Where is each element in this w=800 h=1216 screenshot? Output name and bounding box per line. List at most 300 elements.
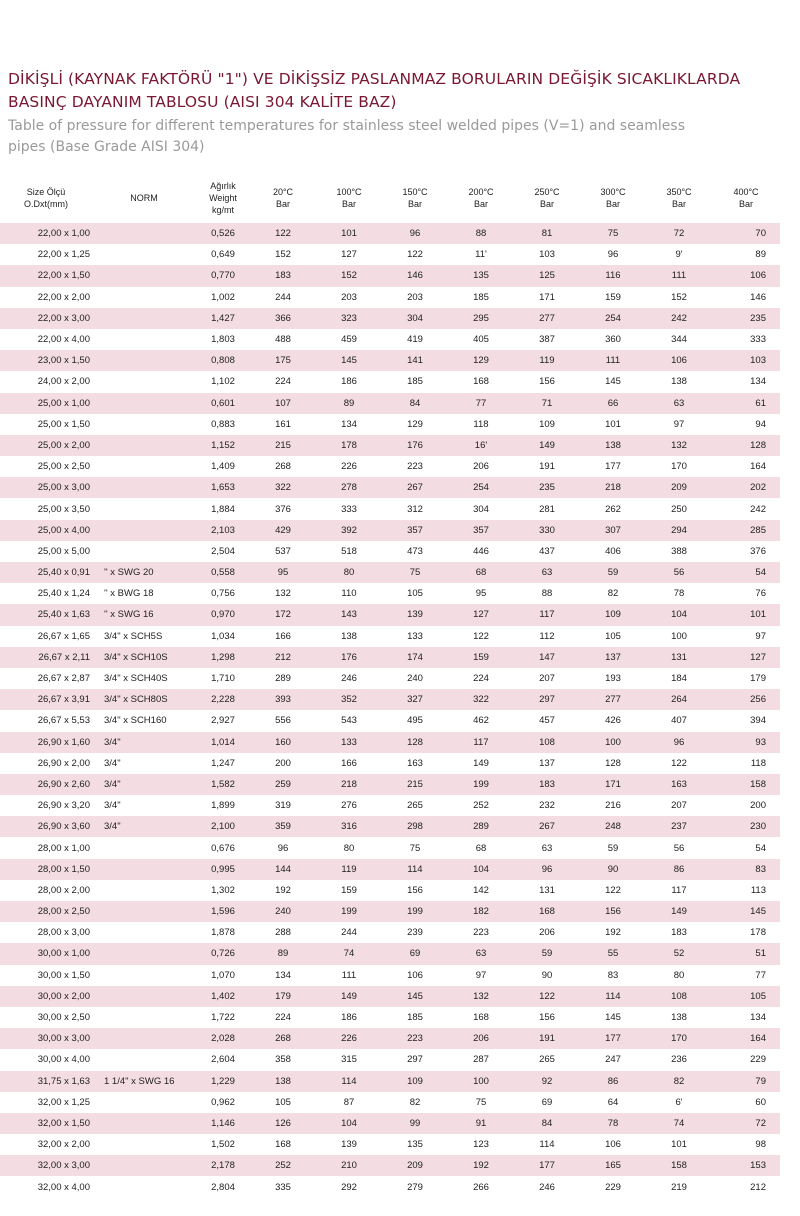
cell-pressure: 146 bbox=[750, 291, 766, 303]
table-row bbox=[0, 647, 780, 668]
cell-pressure: 186 bbox=[341, 376, 357, 388]
header-temp-label: 100°C bbox=[336, 187, 362, 197]
cell-pressure: 376 bbox=[275, 503, 291, 515]
table-row bbox=[0, 837, 780, 858]
cell-pressure: 52 bbox=[646, 943, 712, 964]
cell-pressure: 138 bbox=[671, 1012, 687, 1024]
cell-norm bbox=[92, 371, 196, 392]
cell-pressure: 122 bbox=[605, 884, 621, 896]
cell-pressure: 168 bbox=[473, 1012, 489, 1024]
cell-pressure: 105 bbox=[712, 986, 780, 1007]
cell-pressure: 147 bbox=[514, 647, 580, 668]
table-row bbox=[0, 477, 780, 498]
cell-norm bbox=[92, 1007, 196, 1028]
cell-pressure: 133 bbox=[407, 630, 423, 642]
cell-pressure: 250 bbox=[671, 503, 687, 515]
cell-norm bbox=[92, 1176, 196, 1197]
cell-pressure: 176 bbox=[316, 647, 382, 668]
cell-pressure: 149 bbox=[514, 435, 580, 456]
cell-pressure: 407 bbox=[671, 715, 687, 727]
cell-size: 28,00 x 1,00 bbox=[37, 842, 90, 854]
table-row bbox=[0, 1092, 780, 1113]
cell-norm bbox=[92, 329, 196, 350]
cell-pressure: 77 bbox=[448, 393, 514, 414]
cell-pressure: 159 bbox=[605, 291, 621, 303]
cell-pressure: 177 bbox=[580, 1028, 646, 1049]
cell-norm: 1 1/4" x SWG 16 bbox=[92, 1071, 196, 1092]
cell-pressure: 543 bbox=[341, 715, 357, 727]
cell-pressure: 218 bbox=[580, 477, 646, 498]
cell-norm: 3/4" x SCH40S bbox=[104, 673, 168, 685]
cell-size: 28,00 x 3,00 bbox=[37, 927, 90, 939]
cell-pressure: 137 bbox=[580, 647, 646, 668]
table-row bbox=[0, 371, 780, 392]
cell-pressure: 101 bbox=[712, 604, 780, 625]
cell-pressure: 145 bbox=[605, 376, 621, 388]
cell-pressure: 459 bbox=[341, 334, 357, 346]
cell-pressure: 99 bbox=[382, 1113, 448, 1134]
cell-pressure: 138 bbox=[671, 376, 687, 388]
cell-pressure: 94 bbox=[755, 418, 766, 430]
cell-size: 32,00 x 2,00 bbox=[37, 1139, 90, 1151]
cell-weight: 0,970 bbox=[196, 604, 250, 625]
cell-pressure: 281 bbox=[539, 503, 555, 515]
cell-pressure: 159 bbox=[341, 884, 357, 896]
cell-pressure: 207 bbox=[671, 800, 687, 812]
cell-pressure: 288 bbox=[275, 927, 291, 939]
table-row bbox=[0, 901, 780, 922]
cell-size: 28,00 x 2,00 bbox=[37, 884, 90, 896]
cell-pressure: 122 bbox=[514, 986, 580, 1007]
cell-size: 32,00 x 1,50 bbox=[0, 1113, 92, 1134]
table-row bbox=[0, 689, 780, 710]
table-row bbox=[0, 1071, 780, 1092]
cell-pressure: 264 bbox=[646, 689, 712, 710]
table-row bbox=[0, 1007, 780, 1028]
cell-pressure: 199 bbox=[316, 901, 382, 922]
cell-pressure: 252 bbox=[473, 800, 489, 812]
cell-pressure: 88 bbox=[448, 223, 514, 244]
cell-pressure: 100 bbox=[448, 1071, 514, 1092]
cell-pressure: 248 bbox=[580, 816, 646, 837]
header-temp-label: 350°C bbox=[666, 187, 692, 197]
table-row bbox=[0, 986, 780, 1007]
cell-pressure: 103 bbox=[712, 350, 780, 371]
cell-size: 25,00 x 1,50 bbox=[37, 418, 90, 430]
cell-pressure: 112 bbox=[539, 630, 555, 642]
header-temp-200 bbox=[448, 173, 514, 223]
cell-pressure: 226 bbox=[341, 461, 357, 473]
cell-pressure: 129 bbox=[448, 350, 514, 371]
cell-pressure: 145 bbox=[316, 350, 382, 371]
cell-pressure: 216 bbox=[605, 800, 621, 812]
cell-pressure: 179 bbox=[750, 673, 766, 685]
cell-pressure: 235 bbox=[514, 477, 580, 498]
cell-pressure: 156 bbox=[407, 884, 423, 896]
cell-pressure: 174 bbox=[382, 647, 448, 668]
cell-pressure: 206 bbox=[539, 927, 555, 939]
cell-pressure: 209 bbox=[382, 1155, 448, 1176]
cell-pressure: 277 bbox=[580, 689, 646, 710]
cell-weight: 2,178 bbox=[196, 1155, 250, 1176]
cell-pressure: 139 bbox=[341, 1139, 357, 1151]
cell-pressure: 327 bbox=[382, 689, 448, 710]
cell-pressure: 54 bbox=[712, 562, 780, 583]
table-row bbox=[0, 1134, 780, 1155]
cell-pressure: 191 bbox=[539, 461, 555, 473]
cell-norm bbox=[92, 520, 196, 541]
cell-pressure: 59 bbox=[514, 943, 580, 964]
cell-pressure: 223 bbox=[382, 1028, 448, 1049]
cell-pressure: 393 bbox=[250, 689, 316, 710]
cell-pressure: 75 bbox=[580, 223, 646, 244]
cell-pressure: 97 bbox=[673, 418, 685, 430]
cell-pressure: 218 bbox=[316, 774, 382, 795]
cell-size: 22,00 x 4,00 bbox=[37, 334, 90, 346]
cell-pressure: 152 bbox=[671, 291, 687, 303]
cell-pressure: 244 bbox=[341, 927, 357, 939]
cell-pressure: 117 bbox=[671, 884, 687, 896]
cell-pressure: 59 bbox=[580, 562, 646, 583]
cell-pressure: 56 bbox=[673, 842, 685, 854]
cell-pressure: 69 bbox=[382, 943, 448, 964]
header-temp-100 bbox=[316, 173, 382, 223]
cell-pressure: 16' bbox=[448, 435, 514, 456]
table-row bbox=[0, 287, 780, 308]
cell-pressure: 109 bbox=[382, 1071, 448, 1092]
header-temp-20 bbox=[250, 173, 316, 223]
cell-pressure: 105 bbox=[275, 1096, 291, 1108]
cell-size: 30,00 x 2,50 bbox=[37, 1012, 90, 1024]
cell-pressure: 236 bbox=[671, 1054, 687, 1066]
table-row bbox=[0, 604, 780, 625]
cell-pressure: 330 bbox=[514, 520, 580, 541]
header-temp-150 bbox=[382, 173, 448, 223]
cell-weight: 0,883 bbox=[211, 418, 235, 430]
cell-pressure: 215 bbox=[382, 774, 448, 795]
cell-pressure: 156 bbox=[539, 1012, 555, 1024]
cell-size: 30,00 x 1,00 bbox=[0, 943, 92, 964]
table-row bbox=[0, 308, 780, 329]
cell-size: 28,00 x 1,50 bbox=[0, 859, 92, 880]
cell-pressure: 145 bbox=[605, 1012, 621, 1024]
cell-pressure: 111 bbox=[341, 969, 357, 981]
table-row bbox=[0, 498, 780, 519]
cell-pressure: 170 bbox=[646, 1028, 712, 1049]
cell-pressure: 96 bbox=[382, 223, 448, 244]
cell-pressure: 75 bbox=[409, 842, 421, 854]
cell-pressure: 170 bbox=[671, 461, 687, 473]
cell-size: 26,67 x 5,53 bbox=[37, 715, 90, 727]
cell-pressure: 185 bbox=[473, 291, 489, 303]
header-temp-250 bbox=[514, 173, 580, 223]
title-english-line-2: pipes (Base Grade AISI 304) bbox=[8, 139, 205, 155]
header-norm-label: NORM bbox=[130, 193, 158, 203]
cell-size: 25,00 x 4,00 bbox=[0, 520, 92, 541]
cell-size: 26,67 x 1,65 bbox=[37, 630, 90, 642]
cell-pressure: 61 bbox=[712, 393, 780, 414]
cell-pressure: 96 bbox=[607, 249, 619, 261]
cell-norm bbox=[92, 901, 196, 922]
cell-pressure: 78 bbox=[580, 1113, 646, 1134]
cell-pressure: 143 bbox=[316, 604, 382, 625]
cell-pressure: 152 bbox=[275, 249, 291, 261]
cell-pressure: 111 bbox=[580, 350, 646, 371]
cell-norm bbox=[92, 922, 196, 943]
cell-pressure: 122 bbox=[407, 249, 423, 261]
cell-pressure: 358 bbox=[275, 1054, 291, 1066]
cell-pressure: 69 bbox=[541, 1096, 553, 1108]
cell-pressure: 268 bbox=[275, 461, 291, 473]
cell-pressure: 307 bbox=[580, 520, 646, 541]
cell-pressure: 199 bbox=[382, 901, 448, 922]
cell-size: 26,90 x 2,00 bbox=[37, 757, 90, 769]
cell-weight: 1,229 bbox=[196, 1071, 250, 1092]
cell-pressure: 206 bbox=[448, 1028, 514, 1049]
cell-pressure: 109 bbox=[539, 418, 555, 430]
cell-pressure: 158 bbox=[712, 774, 780, 795]
cell-pressure: 304 bbox=[473, 503, 489, 515]
cell-pressure: 122 bbox=[671, 757, 687, 769]
cell-pressure: 203 bbox=[407, 291, 423, 303]
cell-pressure: 206 bbox=[473, 461, 489, 473]
title-english bbox=[8, 116, 788, 158]
cell-pressure: 126 bbox=[250, 1113, 316, 1134]
cell-weight: 1,502 bbox=[211, 1139, 235, 1151]
cell-pressure: 92 bbox=[514, 1071, 580, 1092]
cell-size: 25,00 x 3,50 bbox=[37, 503, 90, 515]
cell-pressure: 262 bbox=[605, 503, 621, 515]
cell-pressure: 60 bbox=[755, 1096, 766, 1108]
cell-pressure: 133 bbox=[316, 732, 382, 753]
cell-norm: 3/4" bbox=[104, 757, 121, 769]
cell-pressure: 177 bbox=[514, 1155, 580, 1176]
cell-pressure: 149 bbox=[646, 901, 712, 922]
cell-pressure: 182 bbox=[448, 901, 514, 922]
cell-pressure: 229 bbox=[605, 1181, 621, 1193]
cell-size: 26,67 x 2,87 bbox=[37, 673, 90, 685]
cell-norm bbox=[92, 393, 196, 414]
cell-pressure: 134 bbox=[341, 418, 357, 430]
cell-norm bbox=[92, 541, 196, 562]
cell-pressure: 138 bbox=[341, 630, 357, 642]
cell-pressure: 93 bbox=[712, 732, 780, 753]
cell-pressure: 495 bbox=[407, 715, 423, 727]
cell-pressure: 111 bbox=[646, 265, 712, 286]
table-row bbox=[0, 710, 780, 731]
cell-pressure: 359 bbox=[250, 816, 316, 837]
cell-pressure: 59 bbox=[607, 842, 619, 854]
cell-pressure: 254 bbox=[580, 308, 646, 329]
table-row bbox=[0, 265, 780, 286]
cell-pressure: 132 bbox=[275, 588, 291, 600]
cell-pressure: 72 bbox=[712, 1113, 780, 1134]
cell-pressure: 405 bbox=[473, 334, 489, 346]
cell-pressure: 279 bbox=[407, 1181, 423, 1193]
cell-weight: 0,558 bbox=[196, 562, 250, 583]
cell-size: 22,00 x 3,00 bbox=[0, 308, 92, 329]
cell-pressure: 119 bbox=[514, 350, 580, 371]
header-weight-line: Weight bbox=[209, 193, 237, 203]
cell-pressure: 101 bbox=[671, 1139, 687, 1151]
table-row bbox=[0, 456, 780, 477]
cell-size: 26,90 x 3,20 bbox=[37, 800, 90, 812]
cell-pressure: 278 bbox=[316, 477, 382, 498]
cell-weight: 1,402 bbox=[196, 986, 250, 1007]
header-unit-label: Bar bbox=[341, 199, 356, 209]
cell-pressure: 186 bbox=[341, 1012, 357, 1024]
cell-norm bbox=[92, 308, 196, 329]
cell-pressure: 63 bbox=[646, 393, 712, 414]
cell-pressure: 131 bbox=[646, 647, 712, 668]
cell-pressure: 244 bbox=[275, 291, 291, 303]
cell-pressure: 200 bbox=[275, 757, 291, 769]
cell-pressure: 193 bbox=[605, 673, 621, 685]
cell-pressure: 315 bbox=[341, 1054, 357, 1066]
table-row bbox=[0, 329, 780, 350]
cell-pressure: 457 bbox=[539, 715, 555, 727]
cell-norm: 3/4" bbox=[92, 816, 196, 837]
cell-norm: 3/4" x SCH10S bbox=[92, 647, 196, 668]
cell-weight: 1,427 bbox=[196, 308, 250, 329]
cell-pressure: 159 bbox=[448, 647, 514, 668]
cell-pressure: 135 bbox=[407, 1139, 423, 1151]
cell-size: 30,00 x 3,00 bbox=[0, 1028, 92, 1049]
cell-pressure: 145 bbox=[712, 901, 780, 922]
cell-weight: 1,878 bbox=[211, 927, 235, 939]
cell-norm bbox=[92, 1155, 196, 1176]
header-weight-line: kg/mt bbox=[211, 205, 234, 215]
cell-pressure: 119 bbox=[316, 859, 382, 880]
cell-pressure: 106 bbox=[407, 969, 423, 981]
cell-norm bbox=[92, 456, 196, 477]
header-unit-label: Bar bbox=[275, 199, 290, 209]
cell-pressure: 178 bbox=[750, 927, 766, 939]
cell-pressure: 319 bbox=[275, 800, 291, 812]
cell-pressure: 246 bbox=[539, 1181, 555, 1193]
cell-pressure: 344 bbox=[671, 334, 687, 346]
cell-pressure: 168 bbox=[473, 376, 489, 388]
cell-pressure: 108 bbox=[646, 986, 712, 1007]
cell-pressure: 175 bbox=[250, 350, 316, 371]
cell-norm: 3/4" x SCH80S bbox=[92, 689, 196, 710]
cell-pressure: 158 bbox=[646, 1155, 712, 1176]
cell-pressure: 210 bbox=[316, 1155, 382, 1176]
cell-pressure: 89 bbox=[250, 943, 316, 964]
cell-pressure: 95 bbox=[250, 562, 316, 583]
cell-weight: 2,804 bbox=[211, 1181, 235, 1193]
cell-pressure: 128 bbox=[605, 757, 621, 769]
table-header-row bbox=[0, 173, 780, 223]
cell-weight: 2,228 bbox=[196, 689, 250, 710]
cell-pressure: 488 bbox=[275, 334, 291, 346]
cell-norm bbox=[92, 287, 196, 308]
table-row bbox=[0, 435, 780, 456]
cell-pressure: 128 bbox=[382, 732, 448, 753]
cell-pressure: 63 bbox=[448, 943, 514, 964]
cell-size: 28,00 x 2,50 bbox=[0, 901, 92, 922]
cell-norm bbox=[92, 1028, 196, 1049]
cell-size: 32,00 x 3,00 bbox=[0, 1155, 92, 1176]
cell-pressure: 80 bbox=[343, 842, 355, 854]
header-size-line: Size Ölçü bbox=[26, 187, 66, 197]
cell-pressure: 96 bbox=[646, 732, 712, 753]
cell-pressure: 178 bbox=[316, 435, 382, 456]
cell-weight: 1,899 bbox=[211, 800, 235, 812]
cell-size: 22,00 x 1,50 bbox=[0, 265, 92, 286]
cell-pressure: 9' bbox=[675, 249, 683, 261]
cell-norm: '' x SWG 16 bbox=[92, 604, 196, 625]
cell-pressure: 11' bbox=[475, 249, 487, 261]
cell-norm bbox=[92, 265, 196, 286]
cell-weight: 0,995 bbox=[196, 859, 250, 880]
cell-size: 26,90 x 3,60 bbox=[0, 816, 92, 837]
cell-weight: 1,014 bbox=[196, 732, 250, 753]
cell-norm bbox=[92, 1113, 196, 1134]
cell-pressure: 179 bbox=[250, 986, 316, 1007]
cell-pressure: 116 bbox=[580, 265, 646, 286]
cell-size: 25,40 x 0,91 bbox=[0, 562, 92, 583]
cell-pressure: 83 bbox=[712, 859, 780, 880]
table-row bbox=[0, 1028, 780, 1049]
cell-pressure: 252 bbox=[250, 1155, 316, 1176]
cell-pressure: 240 bbox=[250, 901, 316, 922]
cell-weight: 0,962 bbox=[211, 1096, 235, 1108]
cell-size: 25,00 x 1,00 bbox=[0, 393, 92, 414]
header-unit-label: Bar bbox=[738, 199, 753, 209]
cell-pressure: 322 bbox=[448, 689, 514, 710]
cell-weight: 1,002 bbox=[211, 291, 235, 303]
table-row bbox=[0, 668, 780, 689]
cell-size: 22,00 x 1,00 bbox=[0, 223, 92, 244]
cell-pressure: 207 bbox=[539, 673, 555, 685]
table-row bbox=[0, 350, 780, 371]
cell-pressure: 333 bbox=[341, 503, 357, 515]
table-row bbox=[0, 1176, 780, 1197]
cell-pressure: 388 bbox=[671, 545, 687, 557]
cell-pressure: 304 bbox=[382, 308, 448, 329]
cell-norm bbox=[92, 943, 196, 964]
cell-pressure: 192 bbox=[448, 1155, 514, 1176]
cell-pressure: 254 bbox=[448, 477, 514, 498]
header-unit-label: Bar bbox=[407, 199, 422, 209]
cell-pressure: 90 bbox=[541, 969, 553, 981]
header-weight-line: Ağırlık bbox=[210, 181, 236, 191]
cell-pressure: 74 bbox=[646, 1113, 712, 1134]
table-row bbox=[0, 223, 780, 244]
cell-pressure: 518 bbox=[341, 545, 357, 557]
cell-pressure: 462 bbox=[473, 715, 489, 727]
table-row bbox=[0, 520, 780, 541]
cell-pressure: 230 bbox=[712, 816, 780, 837]
cell-pressure: 117 bbox=[448, 732, 514, 753]
cell-pressure: 89 bbox=[755, 249, 766, 261]
cell-weight: 1,596 bbox=[196, 901, 250, 922]
cell-pressure: 132 bbox=[646, 435, 712, 456]
table-row bbox=[0, 414, 780, 435]
cell-pressure: 297 bbox=[407, 1054, 423, 1066]
cell-pressure: 68 bbox=[475, 842, 487, 854]
cell-pressure: 357 bbox=[382, 520, 448, 541]
cell-pressure: 56 bbox=[646, 562, 712, 583]
cell-pressure: 125 bbox=[514, 265, 580, 286]
cell-pressure: 406 bbox=[605, 545, 621, 557]
cell-weight: 0,676 bbox=[211, 842, 235, 854]
cell-size: 31,75 x 1,63 bbox=[0, 1071, 92, 1092]
header-unit-label: Bar bbox=[539, 199, 554, 209]
cell-pressure: 366 bbox=[250, 308, 316, 329]
cell-pressure: 352 bbox=[316, 689, 382, 710]
